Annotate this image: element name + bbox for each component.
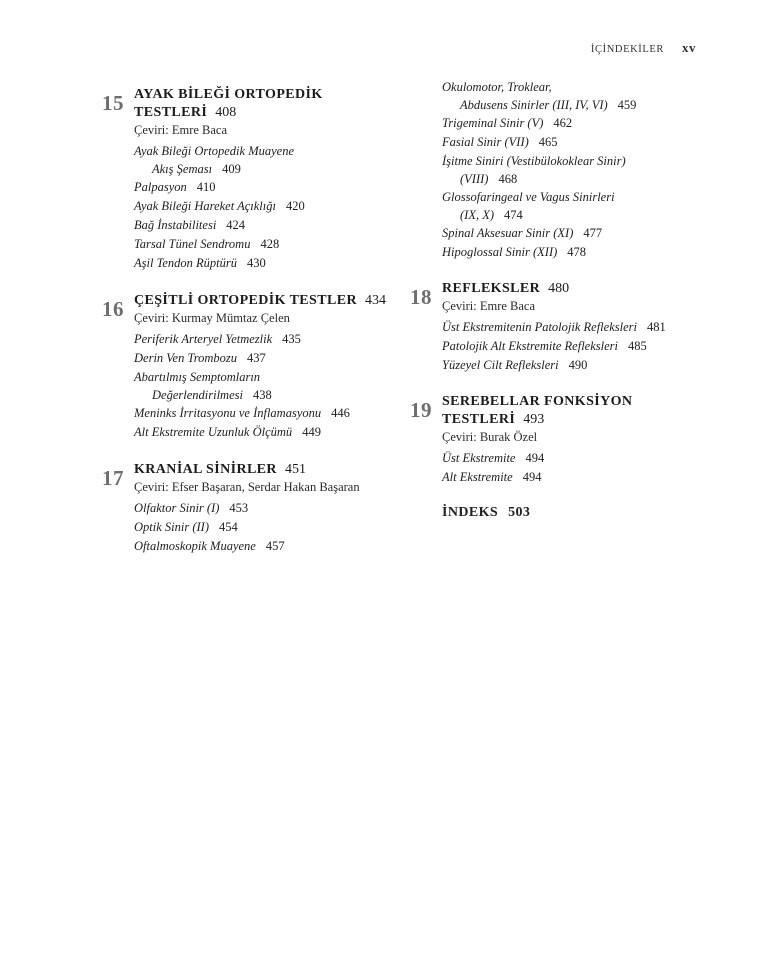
toc-entry-page: 409: [222, 162, 241, 176]
toc-entry-page: 420: [285, 199, 305, 213]
chapter-title-line1: ÇEŞİTLİ ORTOPEDİK TESTLER: [134, 293, 357, 308]
toc-entry-page: 481: [646, 320, 666, 334]
chapter-title[interactable]: [134, 86, 402, 122]
chapter-number: 15: [102, 91, 124, 115]
toc-entry[interactable]: [134, 178, 402, 197]
toc-entry-title: Yüzeyel Cilt Refleksleri: [442, 358, 559, 372]
toc-entry[interactable]: [442, 78, 710, 114]
toc-entry[interactable]: [442, 243, 710, 262]
toc-entry-page: 438: [252, 388, 272, 402]
chapter-title-line1: SEREBELLAR FONKSİYON: [442, 394, 633, 409]
toc-entry[interactable]: [134, 197, 402, 216]
toc-entry-title: Okulomotor, Troklear,: [442, 80, 552, 94]
toc-entry-title: Fasial Sinir (VII): [442, 135, 529, 149]
chapter-number: 16: [102, 297, 124, 321]
chapter-page: 408: [215, 105, 237, 120]
chapter-title[interactable]: [442, 393, 710, 429]
toc-entry[interactable]: [442, 114, 710, 133]
toc-entry-page: 453: [229, 501, 249, 515]
toc-entry-page: 494: [525, 451, 545, 465]
toc-entry-page: 446: [331, 406, 350, 420]
toc-entry[interactable]: [134, 537, 402, 556]
toc-entry-title: Trigeminal Sinir (V): [442, 116, 544, 130]
toc-entry-title: Ayak Bileği Hareket Açıklığı: [134, 199, 276, 213]
toc-entry[interactable]: [442, 133, 710, 152]
toc-entry[interactable]: [442, 224, 710, 243]
index-entry[interactable]: [410, 505, 710, 521]
toc-entry-title: Tarsal Tünel Sendromu: [134, 237, 251, 251]
toc-entry[interactable]: [134, 142, 402, 178]
toc-entry-page: 494: [522, 470, 542, 484]
chapter-title-line2: TESTLERİ: [442, 412, 516, 427]
toc-entry-page: 474: [504, 208, 523, 222]
chapter-title-line1: KRANİAL SİNİRLER: [134, 462, 277, 477]
page-number: xv: [682, 40, 696, 55]
toc-entry[interactable]: [442, 188, 710, 224]
toc-entry[interactable]: [134, 423, 402, 442]
chapter-title[interactable]: [442, 280, 710, 298]
toc-entry-page: 459: [617, 98, 637, 112]
toc-entry[interactable]: [442, 468, 710, 487]
toc-entry-title-cont: (IX, X): [460, 208, 495, 222]
index-page: 503: [508, 505, 531, 520]
toc-entry-title: Palpasyon: [134, 180, 187, 194]
chapter-17: [102, 461, 402, 556]
toc-entry-title: Bağ İnstabilitesi: [134, 218, 217, 232]
chapter-title[interactable]: [134, 292, 402, 310]
chapter-number: 19: [410, 398, 432, 422]
toc-entry-title: Periferik Arteryel Yetmezlik: [134, 332, 273, 346]
toc-entry-title: Meninks İrritasyonu ve İnflamasyonu: [134, 406, 322, 420]
toc-entry-title: Aşil Tendon Rüptürü: [134, 256, 238, 270]
toc-entry[interactable]: [442, 152, 710, 188]
toc-entry-title: Abartılmış Semptomların: [134, 370, 261, 384]
toc-entry[interactable]: [134, 349, 402, 368]
toc-entry-page: 410: [196, 180, 216, 194]
toc-entry-page: 465: [538, 135, 558, 149]
toc-entry[interactable]: [442, 356, 710, 375]
toc-entry[interactable]: [134, 499, 402, 518]
toc-entry[interactable]: [442, 318, 710, 337]
toc-entry[interactable]: [134, 216, 402, 235]
running-header-section: İÇİNDEKİLER: [590, 44, 664, 55]
chapter-15: [102, 86, 402, 273]
toc-entry[interactable]: [442, 337, 710, 356]
toc-entry-title-cont: Abdusens Sinirler (III, IV, VI): [460, 98, 608, 112]
toc-left-column: [102, 78, 402, 556]
toc-entry-title: Oftalmoskopik Muayene: [134, 539, 256, 553]
toc-entry-page: 477: [583, 226, 603, 240]
running-header: [591, 40, 696, 56]
chapter-18: [410, 280, 710, 375]
chapter-page: 493: [523, 412, 545, 427]
toc-entry-title: Glossofaringeal ve Vagus Sinirleri: [442, 190, 615, 204]
translator-credit: Çeviri: Emre Baca: [134, 123, 228, 137]
chapter-19: [410, 393, 710, 487]
chapter-page: 434: [364, 293, 386, 308]
toc-entry-title: Optik Sinir (II): [134, 520, 209, 534]
toc-entry-page: 430: [247, 256, 266, 270]
toc-entry-title: Alt Ekstremite Uzunluk Ölçümü: [134, 425, 293, 439]
toc-entry[interactable]: [134, 235, 402, 254]
chapter-17-continued: [410, 78, 710, 262]
translator-credit: Çeviri: Kurmay Mümtaz Çelen: [134, 311, 290, 325]
toc-entry[interactable]: [134, 330, 402, 349]
toc-entry-title: Patolojik Alt Ekstremite Refleksleri: [442, 339, 618, 353]
toc-entry-page: 454: [218, 520, 238, 534]
chapter-page: 451: [284, 462, 306, 477]
toc-entry-title: Ayak Bileği Ortopedik Muayene: [134, 144, 295, 158]
toc-entry-title: Alt Ekstremite: [442, 470, 513, 484]
toc-entry-title-cont: (VIII): [460, 172, 489, 186]
toc-entry-page: 428: [260, 237, 280, 251]
toc-entry-page: 457: [265, 539, 285, 553]
chapter-title[interactable]: [134, 461, 402, 479]
toc-entry[interactable]: [134, 368, 402, 404]
toc-entry-page: 424: [226, 218, 246, 232]
index-label: İNDEKS: [442, 505, 499, 520]
toc-entry-page: 462: [553, 116, 573, 130]
toc-entry-page: 490: [568, 358, 588, 372]
chapter-number: 18: [410, 285, 432, 309]
chapter-title-line2: TESTLERİ: [134, 105, 208, 120]
toc-entry-title: Derin Ven Trombozu: [134, 351, 238, 365]
toc-entry-title: Üst Ekstremite: [442, 451, 516, 465]
toc-entry-title-cont: Akış Şeması: [152, 162, 213, 176]
chapter-number: 17: [102, 466, 124, 490]
toc-entry-title: Üst Ekstremitenin Patolojik Refleksleri: [442, 320, 637, 334]
toc-entry[interactable]: [134, 404, 402, 423]
toc-entry-page: 485: [628, 339, 647, 353]
chapter-title-line1: REFLEKSLER: [442, 281, 541, 296]
toc-entry-page: 437: [247, 351, 266, 365]
toc-entry-page: 468: [498, 172, 518, 186]
toc-entry-page: 449: [302, 425, 321, 439]
chapter-page: 480: [548, 281, 570, 296]
toc-entry-title: Spinal Aksesuar Sinir (XI): [442, 226, 574, 240]
toc-entry[interactable]: [134, 254, 402, 273]
translator-credit: Çeviri: Burak Özel: [442, 430, 538, 444]
toc-entry-page: 478: [567, 245, 587, 259]
translator-credit: Çeviri: Emre Baca: [442, 299, 536, 313]
toc-right-column: [410, 78, 710, 521]
chapter-title-line1: AYAK BİLEĞİ ORTOPEDİK: [134, 87, 323, 102]
toc-entry-title: Olfaktor Sinir (I): [134, 501, 220, 515]
toc-entry[interactable]: [442, 449, 710, 468]
toc-entry[interactable]: [134, 518, 402, 537]
toc-entry-title: Hipoglossal Sinir (XII): [442, 245, 558, 259]
chapter-16: [102, 292, 402, 442]
toc-entry-title-cont: Değerlendirilmesi: [152, 388, 243, 402]
translator-credit: Çeviri: Efser Başaran, Serdar Hakan Başaran: [134, 480, 360, 494]
toc-entry-page: 435: [282, 332, 301, 346]
toc-entry-title: İşitme Siniri (Vestibülokoklear Sinir): [442, 154, 626, 168]
